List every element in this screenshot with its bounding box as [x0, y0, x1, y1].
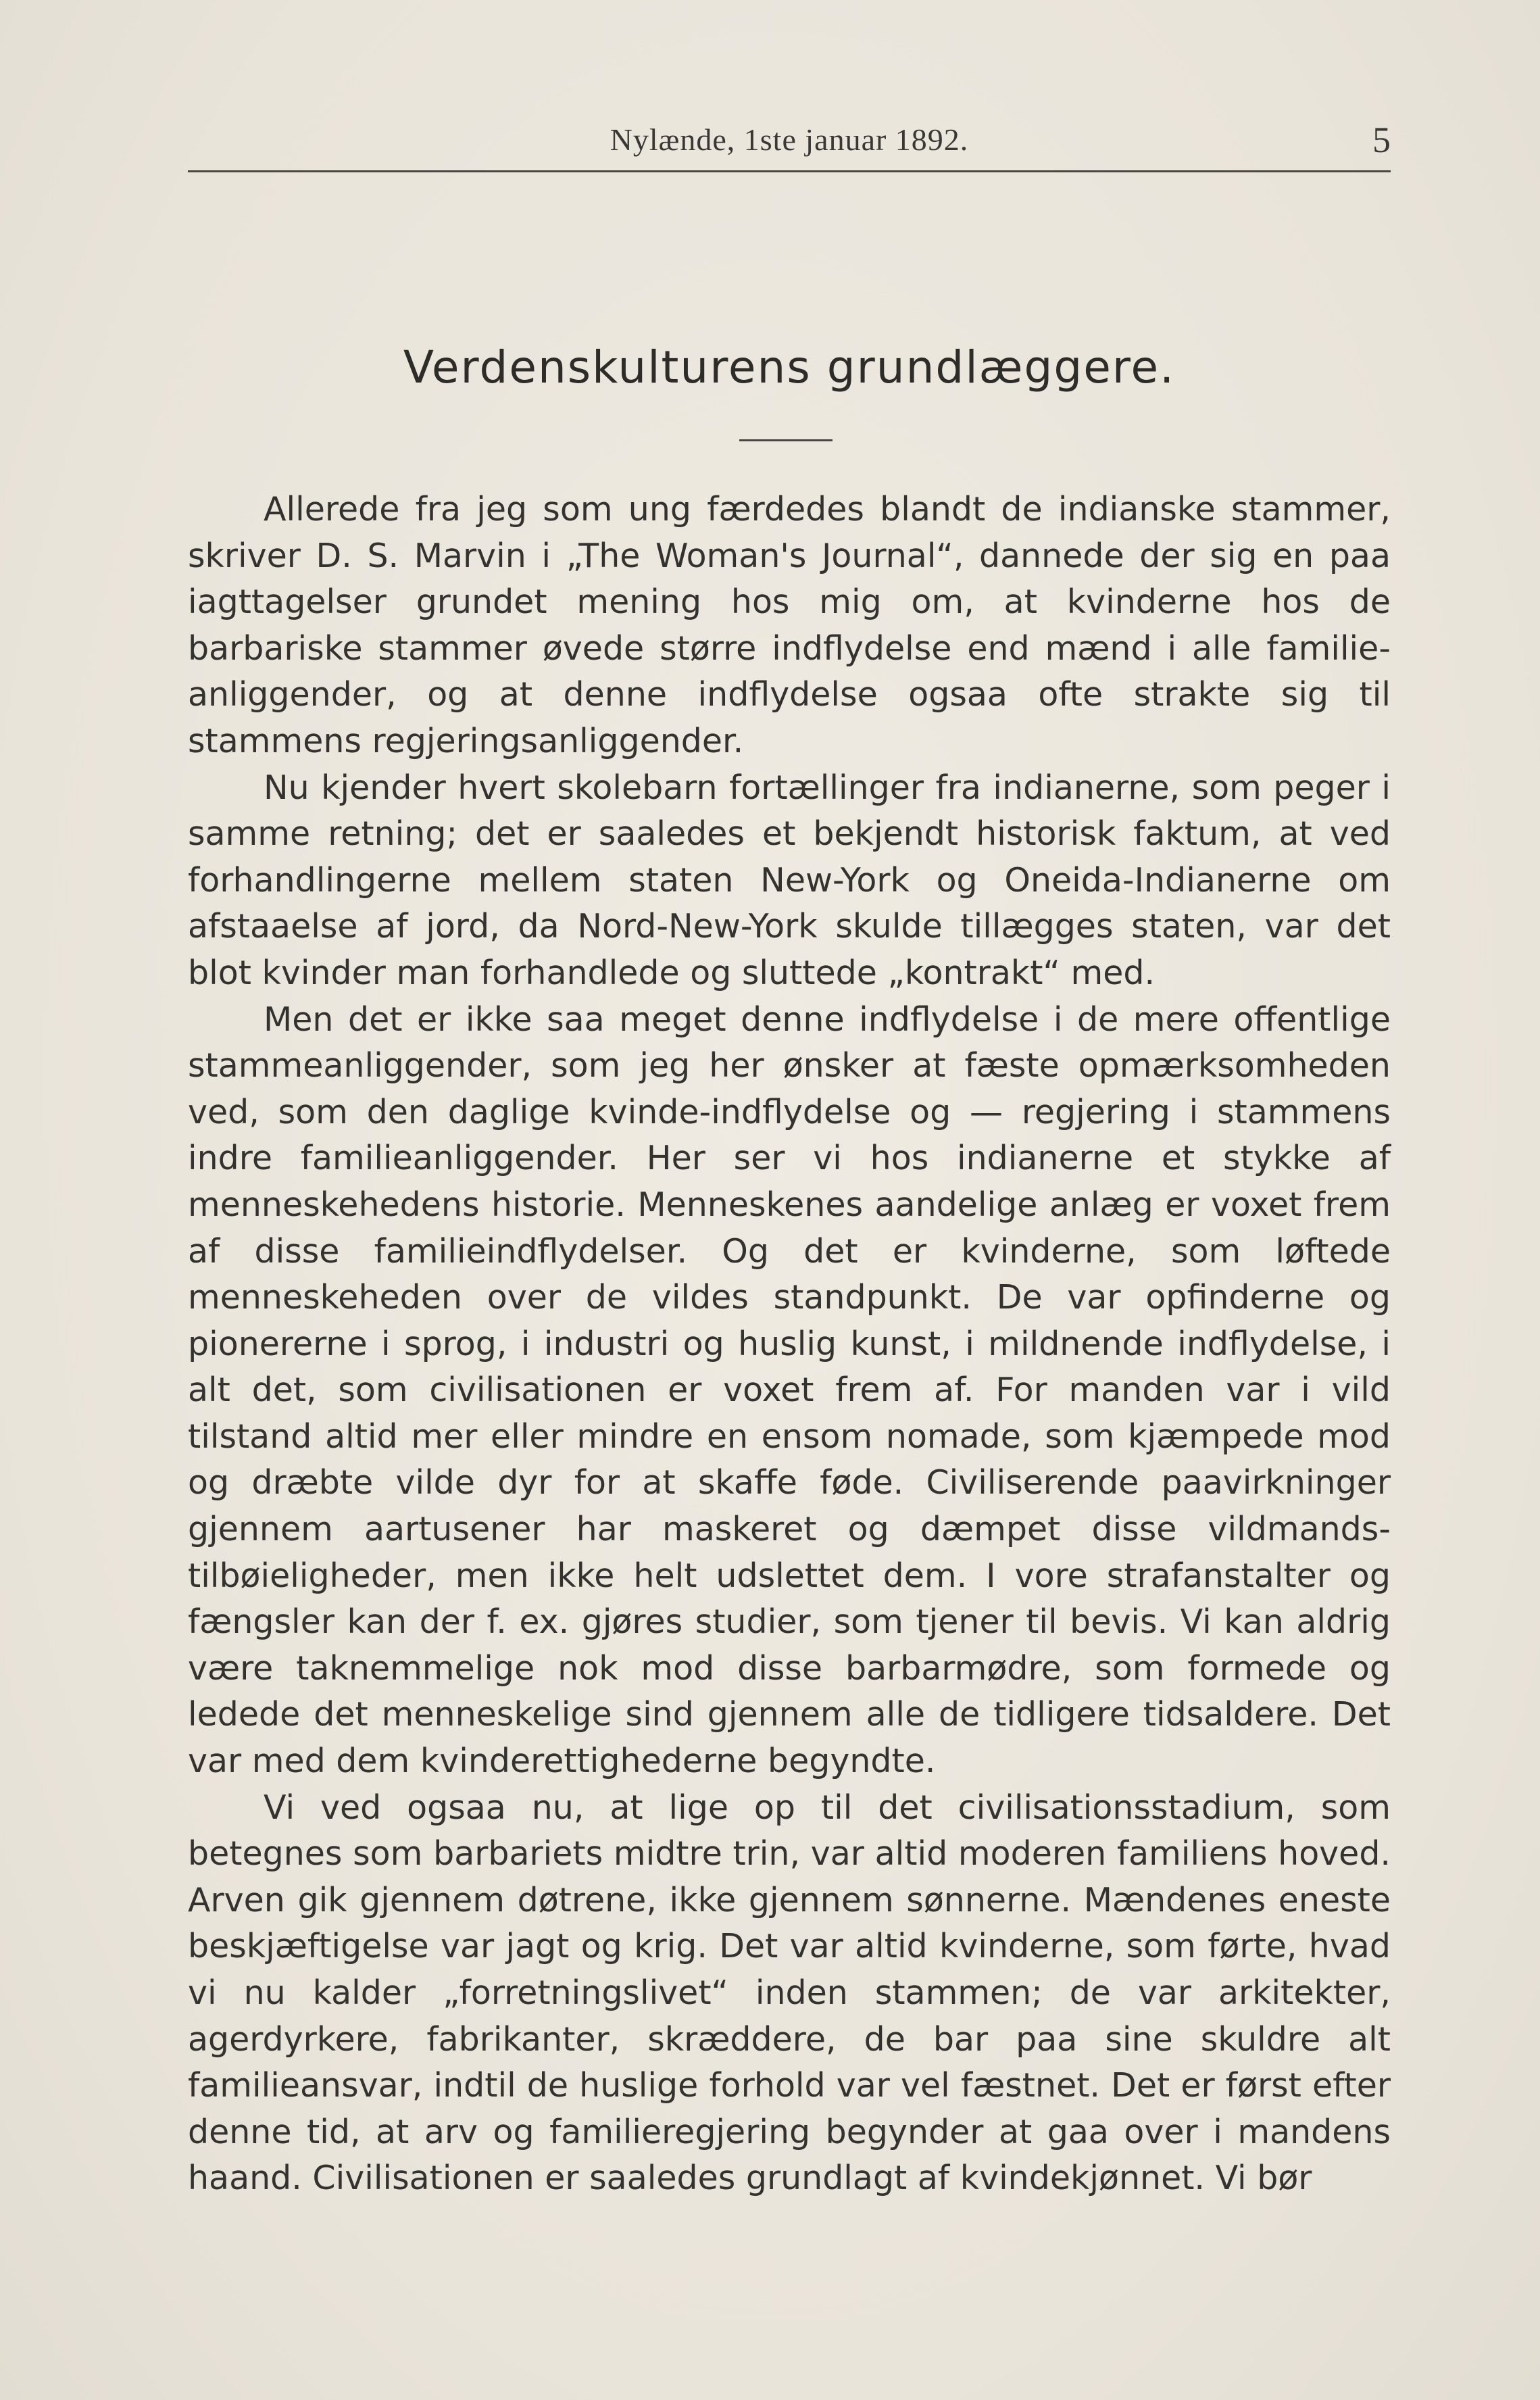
- article-title: Verdenskulturens grundlæggere.: [403, 341, 1176, 393]
- page-number: 5: [1372, 120, 1391, 160]
- header-rule: [188, 170, 1391, 172]
- paragraph: Nu kjender hvert skolebarn fortællinger fra indianerne, som peger i samme retning; det er saaledes et bekjendt historisk faktum, at ved forhandlingerne mellem staten New-York og Oneida-Indianerne om afstaaelse af jord, da Nord-New-York skulde tillægges staten, var det blot kvinder man forhandlede og sluttede „kontrakt“ med.: [188, 768, 1391, 992]
- paragraph: Men det er ikke saa meget denne indflydelse i de mere offentlige stammeanliggender, som jeg her ønsker at fæste opmærksomheden ved, som den daglige kvinde-indflydelse og — regjering i stammens indre familieanliggender. Her ser vi hos indianerne et stykke af menneskehedens historie. Menneskenes aandelige anlæg er voxet frem af disse familieindflydelser. Og det er kvinderne, som løftede menneskeheden over de vildes standpunkt. De var opfinderne og pionererne i sprog, i industri og huslig kunst, i mildnende indflydelse, i alt det, som civilisationen er voxet frem af. For manden var i vild tilstand altid mer eller mindre en ensom nomade, som kjæmpede mod og dræbte vilde dyr for at skaffe føde. Civiliserende paavirkninger gjennem aartusener har maskeret og dæmpet disse vildmands-tilbøieligheder, men ikke helt udslettet dem. I vore strafanstalter og fængsler kan der f. ex. gjøres studier, som tjener til bevis. Vi kan aldrig være taknemmelige nok mod disse barbarmødre, som formede og ledede det menneskelige sind gjennem alle de tidligere tidsaldere. Det var med dem kvinderettighederne begyndte.: [188, 1000, 1391, 1781]
- article-body: [188, 487, 1391, 2202]
- title-ornament: [739, 439, 833, 441]
- paragraph: Allerede fra jeg som ung færdedes blandt de indianske stammer, skriver D. S. Marvin i „The Woman's Journal“, dannede der sig en paa iagttagelser grundet mening hos mig om, at kvinderne hos de barbariske stammer øvede større indflydelse end mænd i alle familie-anliggender, og at denne indflydelse ogsaa ofte strakte sig til stammens regjeringsanliggender.: [188, 490, 1391, 760]
- running-title: Nylænde, 1ste januar 1892.: [610, 122, 969, 157]
- running-header: [188, 114, 1391, 174]
- paragraph: Vi ved ogsaa nu, at lige op til det civilisationsstadium, som betegnes som barbariets midtre trin, var altid moderen familiens hoved. Arven gik gjennem døtrene, ikke gjennem sønnerne. Mændenes eneste beskjæftigelse var jagt og krig. Det var altid kvinderne, som førte, hvad vi nu kalder „forretningslivet“ inden stammen; de var arkitekter, agerdyrkere, fabrikanter, skræddere, de bar paa sine skuldre alt familieansvar, indtil de huslige forhold var vel fæstnet. Det er først efter denne tid, at arv og familieregjering begynder at gaa over i mandens haand. Civilisationen er saaledes grundlagt af kvindekjønnet. Vi bør: [188, 1788, 1391, 2198]
